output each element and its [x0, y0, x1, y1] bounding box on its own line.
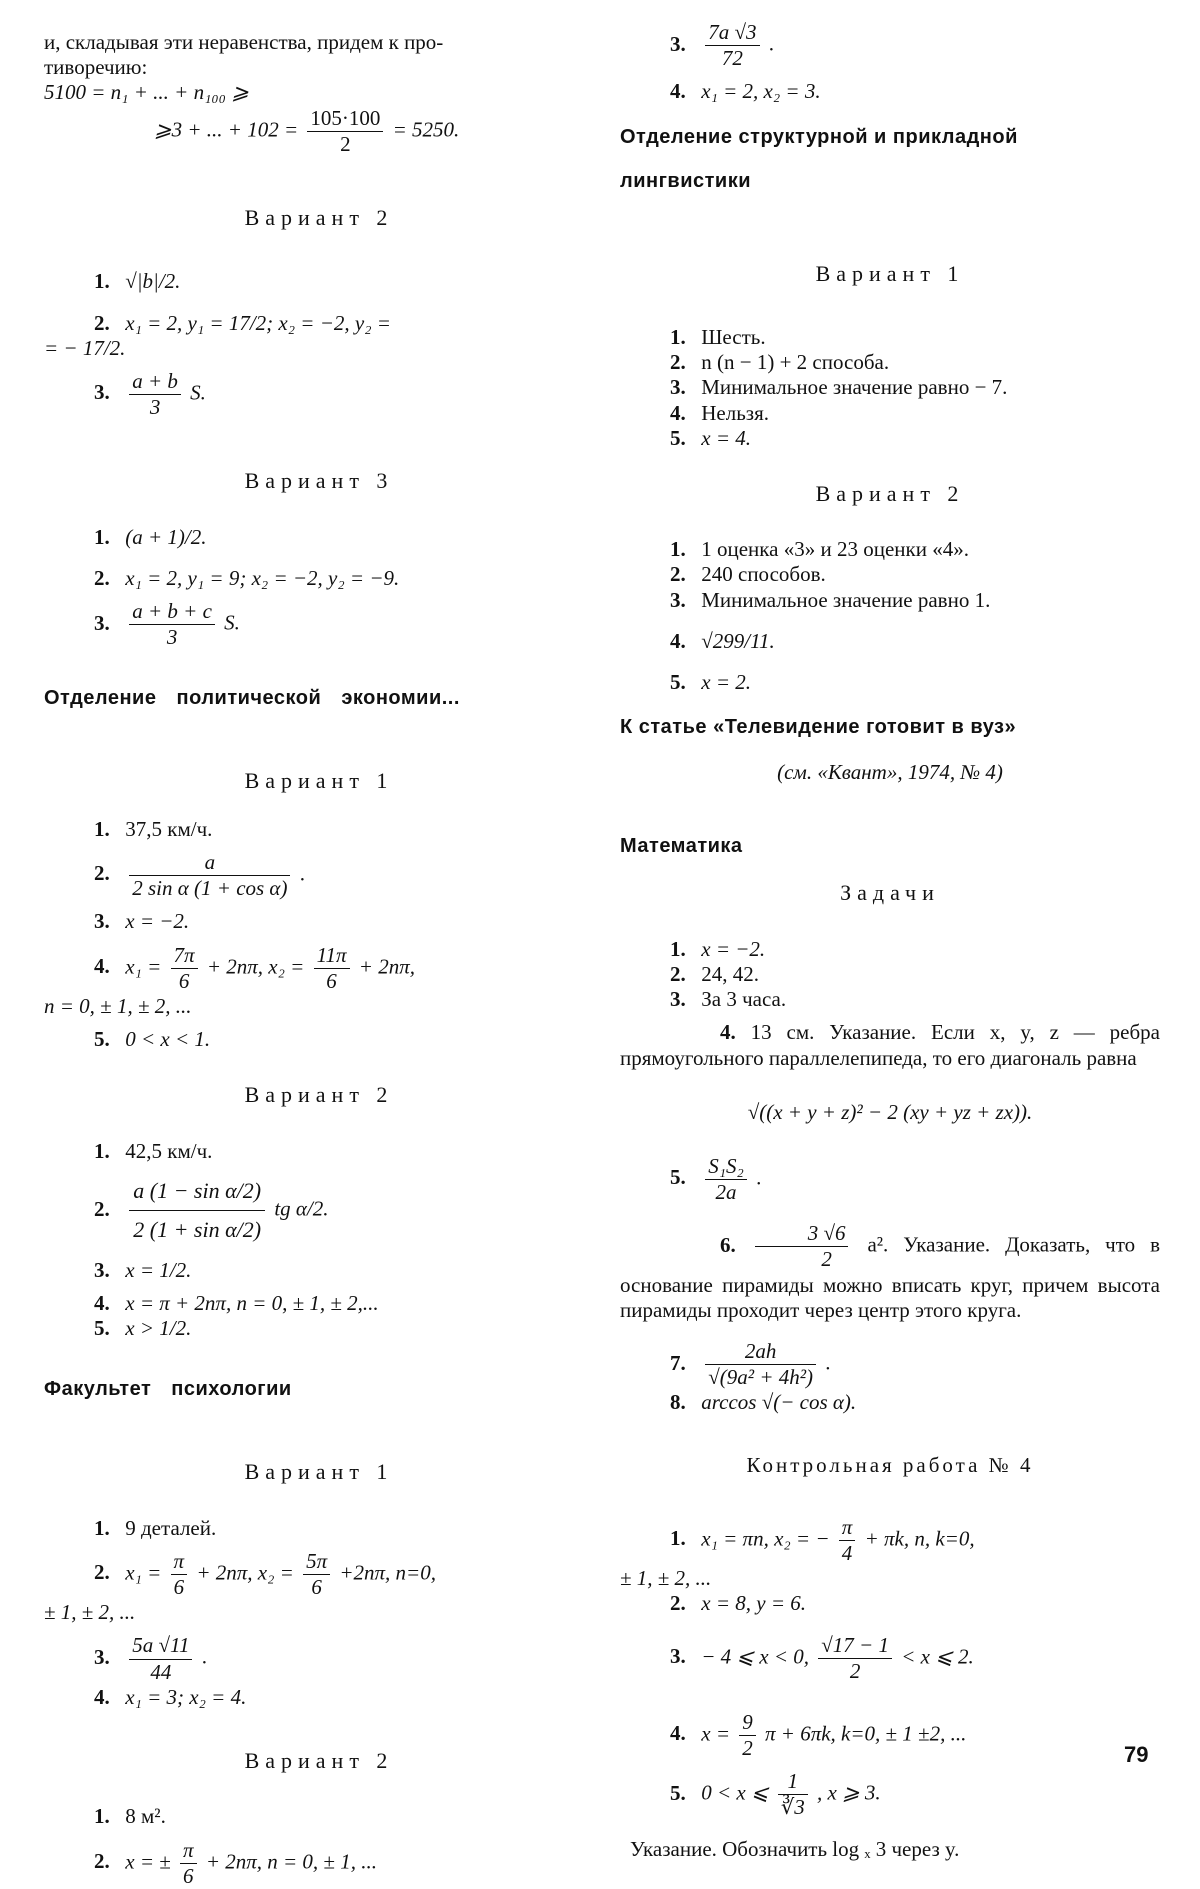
pol1-answer-3: 3. x = −2.: [94, 909, 190, 934]
psy-variant-1-title: Вариант 1: [244, 1459, 394, 1485]
pol2-answer-2: 2. $\frac{\text{a (1 − sin α/2)}}{\text{2 (1 + sin α/2)}}$ tg α/2.: [44, 1172, 594, 1250]
pol1-answer-1: 1. 37,5 км/ч.: [94, 816, 213, 841]
pol2-answer-5: 5. x > 1/2.: [94, 1316, 192, 1341]
ling1-answer-3: 3. Минимальное значение равно − 7.: [670, 375, 1008, 400]
control-2: 2. x = 8, y = 6.: [670, 1591, 806, 1616]
pol1-answer-5: 5. 0 < x < 1.: [94, 1027, 211, 1052]
ling1-answer-4: 4. Нельзя.: [670, 400, 769, 425]
psy-variant-2-title: Вариант 2: [244, 1747, 394, 1773]
task-3: 3. За 3 часа.: [670, 987, 787, 1012]
v3-answer-2: 2. x₁ = 2, y₁ = 9; x₂ = −2, y₂ = −9.: [94, 565, 400, 590]
v2-answer-2-cont: = − 17/2.: [44, 335, 126, 360]
intro-line-2: тиворечию:: [44, 55, 148, 80]
math-heading: Математика: [620, 835, 743, 858]
control-1-cont: ± 1, ± 2, ...: [620, 1566, 712, 1591]
control-5: 5. 0 < x ⩽ $\frac{1}{∛3}$ , x ⩾ 3.: [670, 1769, 881, 1820]
task-7: 7. $\frac{2ah}{\text{√(9a² + 4h²)}}$ .: [670, 1339, 831, 1390]
v2-answer-1: 1. √|b|/2.: [94, 269, 181, 294]
political-economy-heading: Отделение политической экономии...: [44, 687, 460, 710]
psy2-answer-1: 1. 8 м².: [94, 1804, 166, 1829]
control-work-title: Контрольная работа № 4: [746, 1452, 1034, 1477]
pol2-answer-1: 1. 42,5 км/ч.: [94, 1138, 213, 1163]
ling-variant-2-title: Вариант 2: [815, 480, 965, 506]
pol1-answer-2: 2. $\frac{a}{\text{2 sin α (1 + cos α)}}$ .: [94, 849, 305, 901]
intro-equation-2: ⩾3 + ... + 102 = $\frac{105\cdot 100}{2}$ = 5250.: [154, 105, 460, 156]
tv-article-heading: К статье «Телевидение готовит в вуз»: [620, 716, 1017, 739]
left-column: [44, 30, 594, 1889]
r-answer-3: 3. $\frac{7a √3}{72}$ .: [670, 20, 775, 71]
page-number: 79: [1124, 1742, 1149, 1767]
pol2-answer-3: 3. x = 1/2.: [94, 1257, 192, 1282]
pol-variant-1-title: Вариант 1: [244, 768, 394, 794]
psy1-answer-4: 4. x₁ = 3; x₂ = 4.: [94, 1684, 247, 1709]
task-4-formula: √((x + y + z)² − 2 (xy + yz + zx)).: [747, 1099, 1033, 1124]
control-1: 1. x₁ = πn, x₂ = − $\frac{\pi}{4}$ + πk, n, k=0,: [670, 1514, 975, 1565]
task-6: 6. $\frac{3 √6}{2}$ a². Указание. Доказать, что в основание пирамиды можно вписать круг, причем высота пирамиды проходит через центр этого круга.: [620, 1221, 1160, 1322]
intro-fraction: $\frac{105\cdot 100}{2}$: [307, 106, 383, 157]
variant-2-title: Вариант 2: [244, 204, 394, 230]
psychology-heading: Факультет психологии: [44, 1378, 292, 1401]
linguistics-heading-1: Отделение структурной и прикладной: [620, 125, 1018, 148]
pol2-answer-4: 4. x = π + 2nπ, n = 0, ± 1, ± 2,...: [94, 1290, 379, 1315]
ling2-answer-2: 2. 240 способов.: [670, 562, 826, 587]
linguistics-heading-2: лингвистики: [620, 169, 752, 192]
ling1-answer-1: 1. Шесть.: [670, 324, 766, 349]
psy1-answer-2: 2. x₁ = $\frac{\pi}{6}$ + 2nπ, x₂ = $\frac{5\pi}{6}$ +2nπ, n=0,: [94, 1548, 436, 1599]
v3-answer-3: 3. $\frac{a + b + c}{3}$ S.: [94, 599, 240, 650]
ling2-answer-4: 4. √299/11.: [670, 628, 775, 653]
psy1-answer-2-cont: ± 1, ± 2, ...: [44, 1600, 136, 1625]
psy2-answer-2: 2. x = ± $\frac{\pi}{6}$ + 2nπ, n = 0, ± 1, ...: [94, 1837, 377, 1888]
task-4: 4. 13 см. Указание. Если x, y, z — ребра прямоугольного параллелепипеда, то его диагональ равна: [620, 1020, 1160, 1070]
v2-answer-3: 3. $\frac{a + b}{3}$ S.: [94, 368, 206, 420]
task-1: 1. x = −2.: [670, 936, 766, 961]
tv-article-reference: (см. «Квант», 1974, № 4): [777, 760, 1003, 785]
r-answer-4: 4. x₁ = 2, x₂ = 3.: [670, 79, 821, 104]
tasks-title: Задачи: [840, 880, 940, 906]
control-hint: Указание. Обозначить log ₓ 3 через y.: [630, 1836, 960, 1861]
psy1-answer-1: 1. 9 деталей.: [94, 1515, 217, 1540]
intro-equation-1: 5100 = n₁ + ... + n₁₀₀ ⩾: [44, 80, 249, 105]
ling2-answer-5: 5. x = 2.: [670, 670, 751, 695]
ling1-answer-2: 2. n (n − 1) + 2 способа.: [670, 350, 890, 375]
task-2: 2. 24, 42.: [670, 961, 759, 986]
ling2-answer-1: 1. 1 оценка «3» и 23 оценки «4».: [670, 537, 969, 562]
v3-answer-1: 1. (a + 1)/2.: [94, 524, 207, 549]
v2-answer-2: 2. x₁ = 2, y₁ = 17/2; x₂ = −2, y₂ =: [94, 310, 391, 335]
control-4: 4. x = $\frac{9}{2}$ π + 6πk, k=0, ± 1 ±2, ...: [670, 1709, 967, 1761]
ling1-answer-5: 5. x = 4.: [670, 425, 751, 450]
right-column: [620, 20, 1160, 1862]
task-8: 8. arccos √(− cos α).: [670, 1390, 857, 1415]
pol1-answer-4-cont: n = 0, ± 1, ± 2, ...: [44, 993, 192, 1018]
pol-variant-2-title: Вариант 2: [244, 1082, 394, 1108]
ling2-answer-3: 3. Минимальное значение равно 1.: [670, 587, 991, 612]
intro-line-1: и, складывая эти неравенства, придем к про-: [44, 30, 444, 54]
pol1-answer-4: 4. x₁ = $\frac{7\pi}{6}$ + 2nπ, x₂ = $\frac{11\pi}{6}$ + 2nπ,: [94, 942, 415, 993]
ling-variant-1-title: Вариант 1: [815, 260, 965, 286]
variant-3-title: Вариант 3: [244, 468, 394, 494]
psy1-answer-3: 3. $\frac{5a √11}{44}$ .: [94, 1633, 207, 1684]
task-5: 5. $\frac{\text{S₁S₂}}{2a}$ .: [670, 1153, 762, 1205]
control-3: 3. − 4 ⩽ x < 0, $\frac{√17 - 1}{2}$ < x ⩽ 2.: [670, 1632, 974, 1683]
